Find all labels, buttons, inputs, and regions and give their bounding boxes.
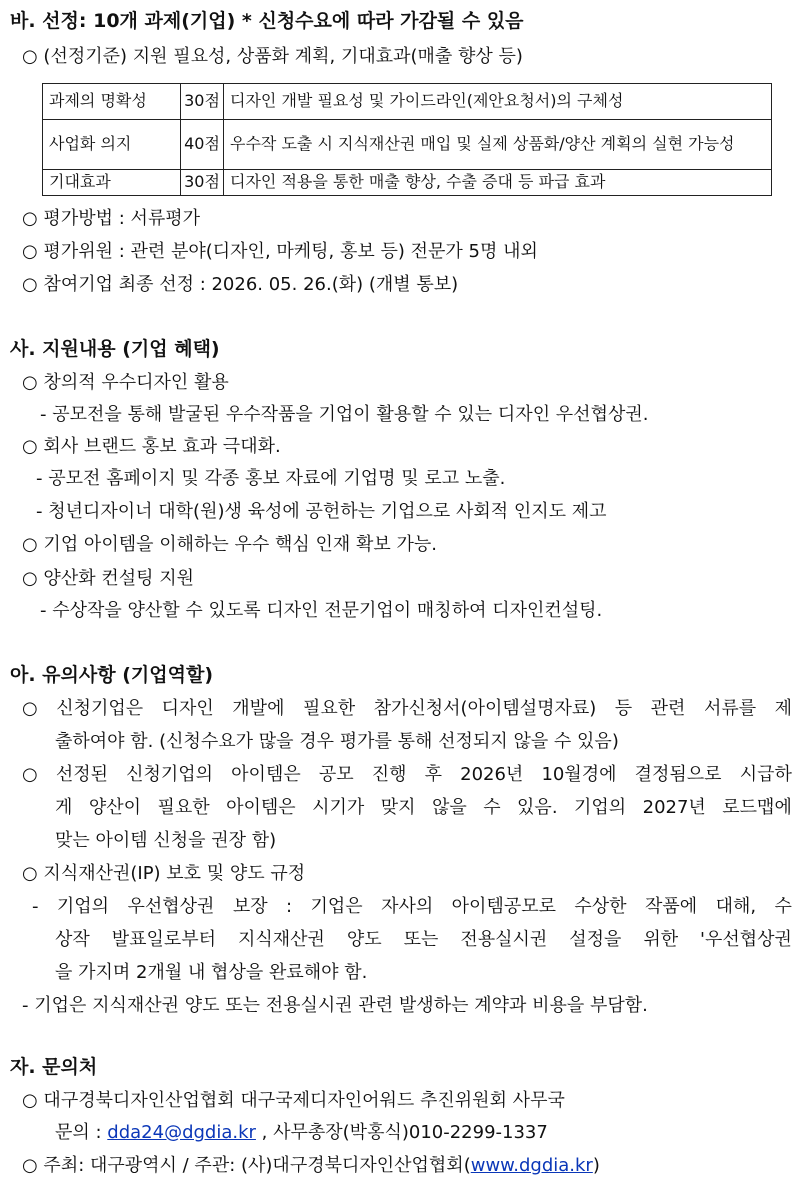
table-row — [43, 170, 772, 196]
word: 10월경에 — [541, 764, 617, 785]
word: 수 — [483, 797, 501, 818]
word: 게 — [55, 797, 73, 818]
evaluators: ○ 평가위원 : 관련 분야(디자인, 마케팅, 홍보 등) 전문가 5명 내외 — [22, 241, 538, 262]
note-line: ○ 지식재산권(IP) 보호 및 양도 규정 — [22, 863, 306, 884]
word: 신청기업의 — [126, 764, 214, 785]
list-item: ○ 양산화 컨설팅 지원 — [22, 568, 194, 589]
word: 보장 — [232, 896, 268, 917]
criterion-desc: 디자인 개발 필요성 및 가이드라인(제안요청서)의 구체성 — [224, 84, 772, 120]
table-row — [43, 84, 772, 120]
contact-host — [22, 1155, 600, 1177]
word: ○ — [22, 698, 38, 719]
word: 기업의 — [56, 896, 110, 917]
section-heading-support: 사. 지원내용 (기업 혜택) — [10, 338, 220, 360]
criterion-score: 30점 — [181, 170, 224, 196]
word: 공모 — [318, 764, 354, 785]
word: 있음. — [517, 797, 558, 818]
word: 우선협상권 — [127, 896, 215, 917]
list-item: ○ 회사 브랜드 홍보 효과 극대화. — [22, 436, 281, 457]
word: 양도 — [346, 929, 382, 950]
word: 선정된 — [55, 764, 108, 785]
criterion-score: 30점 — [181, 84, 224, 120]
word: 기업의 — [574, 797, 627, 818]
note-line: 맞는 아이템 신청을 권장 함) — [55, 830, 277, 851]
word: 참가신청서(아이템설명자료) — [373, 698, 597, 719]
word: - — [32, 896, 39, 917]
criteria-table — [42, 83, 772, 196]
word: : — [286, 896, 293, 917]
word: 제 — [774, 698, 792, 719]
inquiry-prefix: 문의 : — [55, 1122, 108, 1143]
word: 대해, — [715, 896, 757, 917]
word: 기업은 — [310, 896, 363, 917]
criteria-intro: ○ (선정기준) 지원 필요성, 상품화 계획, 기대효과(매출 향상 등) — [22, 46, 523, 67]
word: 작품에 — [644, 896, 698, 917]
word: 등 — [614, 698, 633, 719]
word: 디자인 — [161, 698, 214, 719]
word: 아이템은 — [231, 764, 301, 785]
contact-org: ○ 대구경북디자인산업협회 대구국제디자인어워드 추진위원회 사무국 — [22, 1090, 565, 1111]
list-item: - 청년디자이너 대학(원)생 육성에 공헌하는 기업으로 사회적 인지도 제고 — [36, 501, 607, 522]
word: 결정됨으로 — [634, 764, 722, 785]
inquiry-suffix: , 사무총장(박홍식)010-2299-1337 — [255, 1122, 548, 1143]
section-heading-contact: 자. 문의처 — [10, 1056, 98, 1078]
word: ○ — [22, 764, 38, 785]
website-link[interactable]: www.dgdia.kr — [470, 1155, 593, 1176]
criterion-name: 사업화 의지 — [43, 120, 181, 170]
word: 발표일로부터 — [111, 929, 217, 950]
word: 2026년 — [460, 764, 524, 785]
evaluation-method: ○ 평가방법 : 서류평가 — [22, 208, 201, 229]
note-line: - 기업은 지식재산권 양도 또는 전용실시권 관련 발생하는 계약과 비용을 부담함. — [22, 995, 648, 1016]
note-line — [22, 764, 792, 786]
note-line — [32, 896, 792, 918]
word: 상작 — [55, 929, 90, 950]
note-line — [55, 929, 792, 951]
criterion-desc: 우수작 도출 시 지식재산권 매입 및 실제 상품화/양산 계획의 실현 가능성 — [224, 120, 772, 170]
word: 아이템은 — [226, 797, 296, 818]
word: 자사의 — [381, 896, 434, 917]
note-line — [22, 698, 792, 720]
word: 시기가 — [312, 797, 365, 818]
note-line: 출하여야 함. (신청수요가 많을 경우 평가를 통해 선정되지 않을 수 있음) — [55, 731, 619, 752]
word: 진행 — [371, 764, 407, 785]
word: 양산이 — [88, 797, 142, 818]
word: 않을 — [431, 797, 467, 818]
list-item: ○ 기업 아이템을 이해하는 우수 핵심 인재 확보 가능. — [22, 534, 437, 555]
final-selection: ○ 참여기업 최종 선정 : 2026. 05. 26.(화) (개별 통보) — [22, 274, 459, 295]
word: 설정을 — [569, 929, 622, 950]
word: 수 — [774, 896, 792, 917]
word: 2027년 — [642, 797, 706, 818]
word: 관련 — [650, 698, 686, 719]
word: 서류를 — [703, 698, 757, 719]
note-line — [55, 797, 792, 819]
section-heading-selection: 바. 선정: 10개 과제(기업) * 신청수요에 따라 가감될 수 있음 — [10, 10, 524, 32]
word: 개발에 — [232, 698, 285, 719]
word: 신청기업은 — [56, 698, 144, 719]
word: 위한 — [643, 929, 679, 950]
list-item: - 공모전 홈페이지 및 각종 홍보 자료에 기업명 및 로고 노출. — [36, 468, 506, 489]
word: 필요한 — [302, 698, 356, 719]
word: 수상한 — [574, 896, 627, 917]
table-row — [43, 120, 772, 170]
word: 시급하 — [739, 764, 792, 785]
criterion-name: 기대효과 — [43, 170, 181, 196]
criterion-name: 과제의 명확성 — [43, 84, 181, 120]
word: '우선협상권 — [700, 929, 792, 950]
word: 로드맵에 — [722, 797, 792, 818]
word: 맞지 — [380, 797, 416, 818]
list-item: - 공모전을 통해 발굴된 우수작품을 기업이 활용할 수 있는 디자인 우선협상권. — [40, 404, 649, 425]
word: 또는 — [403, 929, 439, 950]
list-item: - 수상작을 양산할 수 있도록 디자인 전문기업이 매칭하여 디자인컨설팅. — [40, 600, 603, 621]
contact-inquiry — [55, 1122, 548, 1144]
criterion-score: 40점 — [181, 120, 224, 170]
section-heading-notes: 아. 유의사항 (기업역할) — [10, 664, 214, 686]
criterion-desc: 디자인 적용을 통한 매출 향상, 수출 증대 등 파급 효과 — [224, 170, 772, 196]
word: 전용실시권 — [460, 929, 548, 950]
host-prefix: ○ 주최: 대구광역시 / 주관: (사)대구경북디자인산업협회( — [22, 1155, 471, 1176]
email-link[interactable]: dda24@dgdia.kr — [107, 1122, 256, 1143]
word: 아이템공모로 — [451, 896, 556, 917]
note-line: 을 가지며 2개월 내 협상을 완료해야 함. — [55, 962, 368, 983]
list-item: ○ 창의적 우수디자인 활용 — [22, 372, 229, 393]
host-suffix: ) — [592, 1155, 600, 1176]
word: 후 — [424, 764, 443, 785]
word: 지식재산권 — [237, 929, 325, 950]
word: 필요한 — [157, 797, 210, 818]
